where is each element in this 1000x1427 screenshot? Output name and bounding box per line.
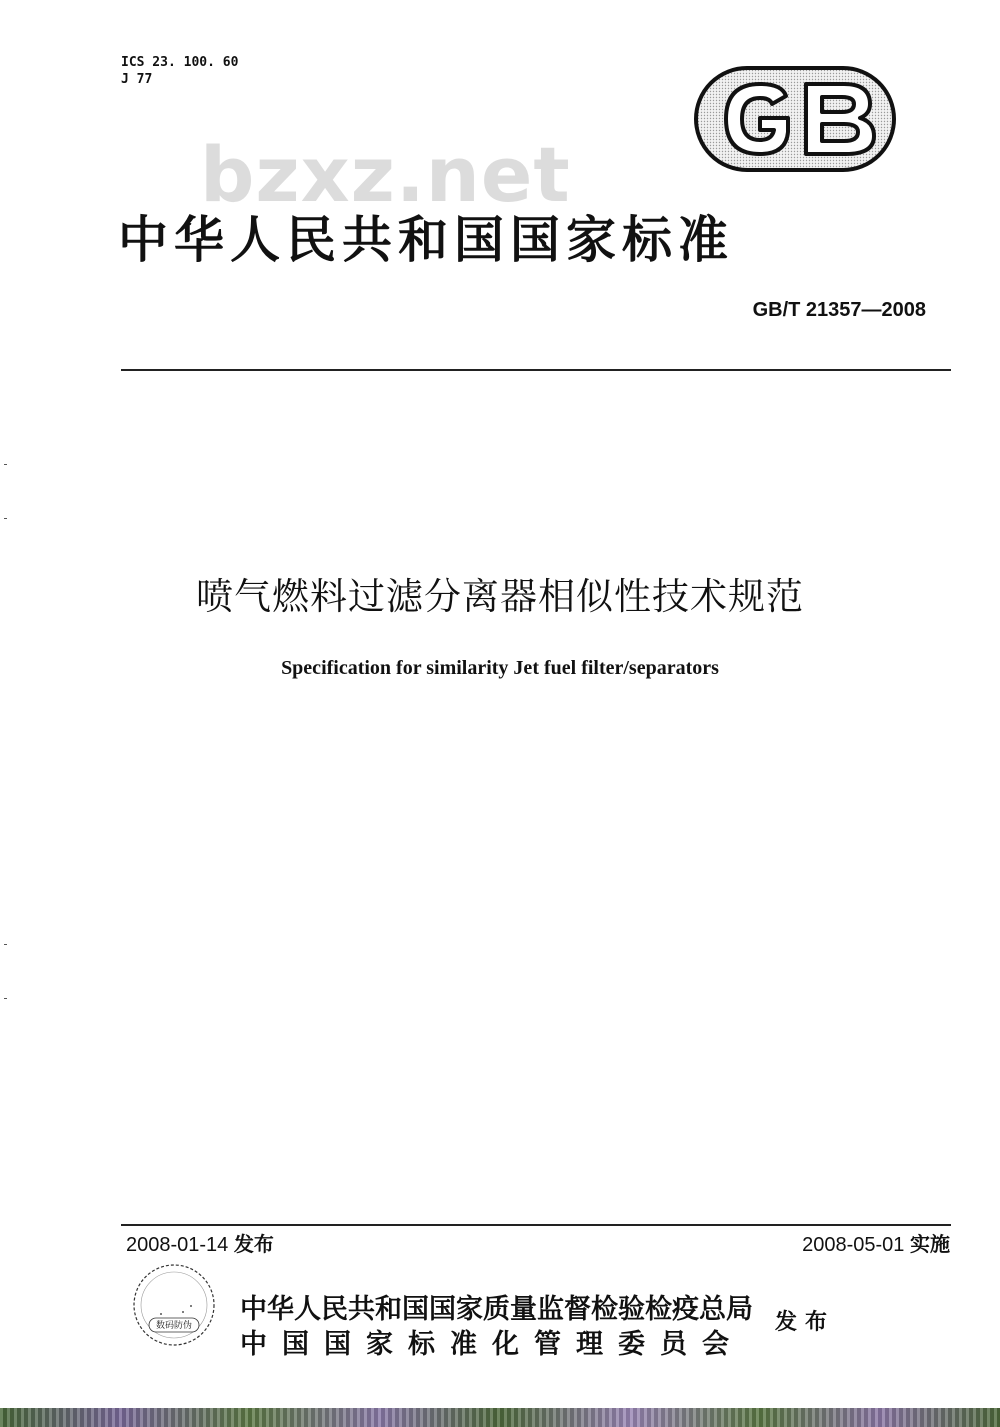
issue-date-label: 发布 [233,1232,274,1256]
standard-number: GB/T 21357—2008 [752,299,926,321]
margin-mark [4,518,7,519]
issue-date-value: 2008-01-14 [126,1234,229,1256]
national-standard-heading: 中华人民共和国国家标准 [118,210,734,269]
margin-mark [4,464,7,465]
watermark-text: bzxz.net [200,130,571,219]
issuer-sac: 中国国家标准化管理委员会 [240,1329,744,1360]
implementation-date [802,1228,950,1257]
margin-mark [4,944,7,945]
margin-mark [4,998,7,999]
scan-edge-photo-strip [0,1408,1000,1427]
issuer-aqsiq: 中华人民共和国国家质量监督检验检疫总局 [240,1294,753,1325]
document-title-chinese: 喷气燃料过滤分离器相似性技术规范 [196,575,804,618]
ics-code: ICS 23. 100. 60 [121,55,239,70]
seal-text: 数码防伪 [155,1321,193,1331]
implementation-date-label: 实施 [910,1232,950,1256]
anti-counterfeit-seal-icon [131,1262,217,1348]
issue-date [126,1228,274,1257]
ccs-code: J 77 [121,72,153,87]
footer-divider [121,1224,951,1226]
implementation-date-value: 2008-05-01 [802,1234,905,1256]
classification-codes [121,54,238,88]
publish-label: 发布 [775,1309,836,1335]
gb-logo-icon [694,66,896,172]
document-title-english: Specification for similarity Jet fuel filter/separators [281,657,719,679]
header-divider [121,369,951,371]
